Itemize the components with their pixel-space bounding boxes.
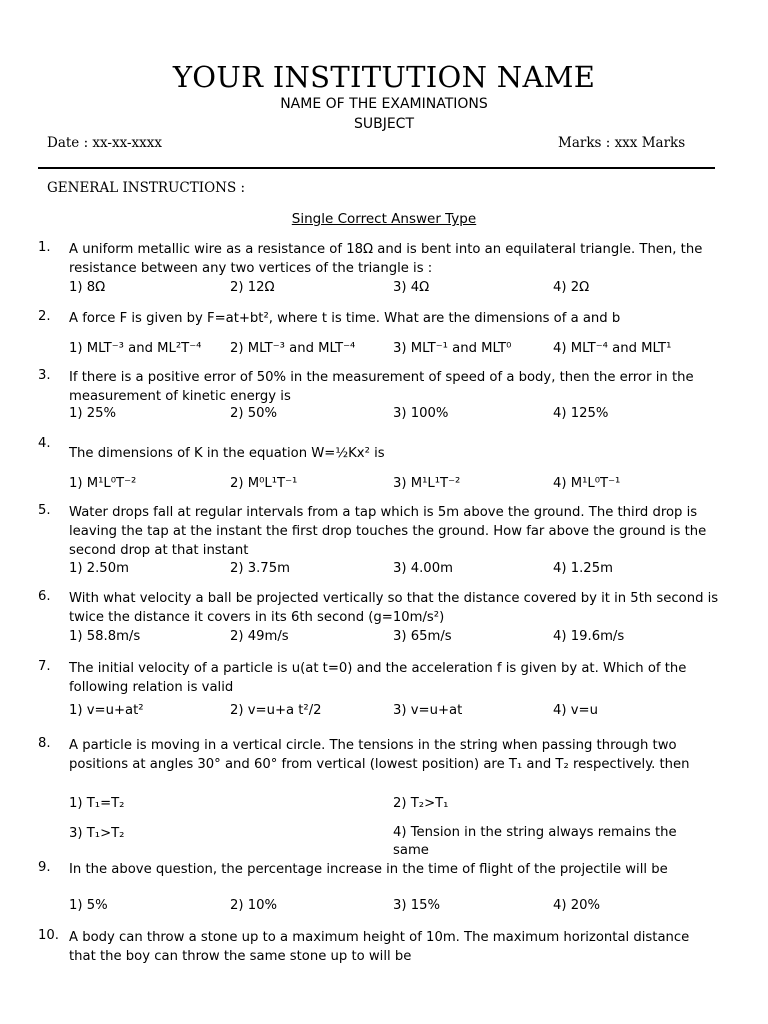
option-1[interactable]: 1) M¹L⁰T⁻² <box>69 476 137 491</box>
option-1[interactable]: 1) MLT⁻³ and ML²T⁻⁴ <box>69 341 202 356</box>
question-number: 3. <box>38 368 51 383</box>
option-3[interactable]: 3) 4Ω <box>393 280 430 295</box>
option-2[interactable]: 2) MLT⁻³ and MLT⁻⁴ <box>230 341 356 356</box>
option-2[interactable]: 2) 3.75m <box>230 561 290 576</box>
option-2[interactable]: 2) 10% <box>230 898 278 913</box>
question-text: With what velocity a ball be projected vertically so that the distance covered by it in 5th second is twice the distance it covers in its 6th second (g=10m/s²) <box>69 591 719 625</box>
option-3[interactable]: 3) 65m/s <box>393 629 452 644</box>
header-divider <box>38 167 715 169</box>
question-number: 9. <box>38 860 51 875</box>
exam-marks: Marks : xxx Marks <box>558 135 686 151</box>
option-1[interactable]: 1) 8Ω <box>69 280 106 295</box>
question-text: If there is a positive error of 50% in the measurement of speed of a body, then the error in the measurement of kinetic energy is <box>69 370 694 404</box>
question-text: A force F is given by F=at+bt², where t is time. What are the dimensions of a and b <box>69 311 621 326</box>
question-number: 2. <box>38 309 51 324</box>
question-text: A body can throw a stone up to a maximum height of 10m. The maximum horizontal distance that the boy can throw the same stone up to will be <box>69 930 690 964</box>
option-4[interactable]: 4) 1.25m <box>553 561 613 576</box>
option-4[interactable]: 4) 2Ω <box>553 280 590 295</box>
option-4[interactable]: 4) M¹L⁰T⁻¹ <box>553 476 621 491</box>
option-3[interactable]: 3) 4.00m <box>393 561 453 576</box>
question-number: 8. <box>38 736 51 751</box>
question-number: 5. <box>38 503 51 518</box>
general-instructions: GENERAL INSTRUCTIONS : <box>47 180 246 196</box>
option-2[interactable]: 2) 50% <box>230 406 278 421</box>
option-4[interactable]: 4) Tension in the string always remains the same <box>393 825 677 858</box>
option-4[interactable]: 4) v=u <box>553 703 598 718</box>
question-number: 10. <box>38 928 59 943</box>
exam-name: NAME OF THE EXAMINATIONS <box>280 96 488 112</box>
option-2[interactable]: 2) M⁰L¹T⁻¹ <box>230 476 298 491</box>
option-3[interactable]: 3) 15% <box>393 898 441 913</box>
institution-name: YOUR INSTITUTION NAME <box>172 60 596 94</box>
question-text: The dimensions of K in the equation W=½Kx² is <box>69 446 385 461</box>
question-text: A uniform metallic wire as a resistance of 18Ω and is bent into an equilateral triangle. Then, the resistance between any two vertices of the triangle is : <box>69 242 703 276</box>
option-4[interactable]: 4) MLT⁻⁴ and MLT¹ <box>553 341 672 356</box>
option-1[interactable]: 1) T₁=T₂ <box>69 796 125 811</box>
option-1[interactable]: 1) v=u+at² <box>69 703 144 718</box>
option-4[interactable]: 4) 20% <box>553 898 601 913</box>
question-text: The initial velocity of a particle is u(at t=0) and the acceleration f is given by at. Which of the following relation is valid <box>69 661 687 695</box>
question-text: Water drops fall at regular intervals from a tap which is 5m above the ground. The third drop is leaving the tap at the instant the first drop touches the ground. How far above the ground is the second drop at that instant <box>69 505 707 558</box>
question-number: 1. <box>38 240 51 255</box>
option-1[interactable]: 1) 2.50m <box>69 561 129 576</box>
option-1[interactable]: 1) 25% <box>69 406 117 421</box>
option-3[interactable]: 3) T₁>T₂ <box>69 826 125 841</box>
option-2[interactable]: 2) 12Ω <box>230 280 275 295</box>
option-2[interactable]: 2) 49m/s <box>230 629 289 644</box>
option-2[interactable]: 2) v=u+a t²/2 <box>230 703 322 718</box>
option-3[interactable]: 3) M¹L¹T⁻² <box>393 476 461 491</box>
question-number: 6. <box>38 589 51 604</box>
question-number: 4. <box>38 436 51 451</box>
subject-name: SUBJECT <box>353 116 415 132</box>
question-text: In the above question, the percentage increase in the time of flight of the projectile will be <box>69 862 668 877</box>
option-4[interactable]: 4) 19.6m/s <box>553 629 625 644</box>
question-text: A particle is moving in a vertical circle. The tensions in the string when passing through two positions at angles 30° and 60° from vertical (lowest position) are T₁ and T₂ respectively. then <box>69 738 690 772</box>
section-title: Single Correct Answer Type <box>291 211 477 227</box>
exam-date: Date : xx-xx-xxxx <box>47 135 162 151</box>
option-4[interactable]: 4) 125% <box>553 406 609 421</box>
option-1[interactable]: 1) 5% <box>69 898 108 913</box>
question-number: 7. <box>38 659 51 674</box>
option-2[interactable]: 2) T₂>T₁ <box>393 796 449 811</box>
option-3[interactable]: 3) v=u+at <box>393 703 463 718</box>
option-3[interactable]: 3) MLT⁻¹ and MLT⁰ <box>393 341 512 356</box>
option-3[interactable]: 3) 100% <box>393 406 449 421</box>
option-1[interactable]: 1) 58.8m/s <box>69 629 141 644</box>
